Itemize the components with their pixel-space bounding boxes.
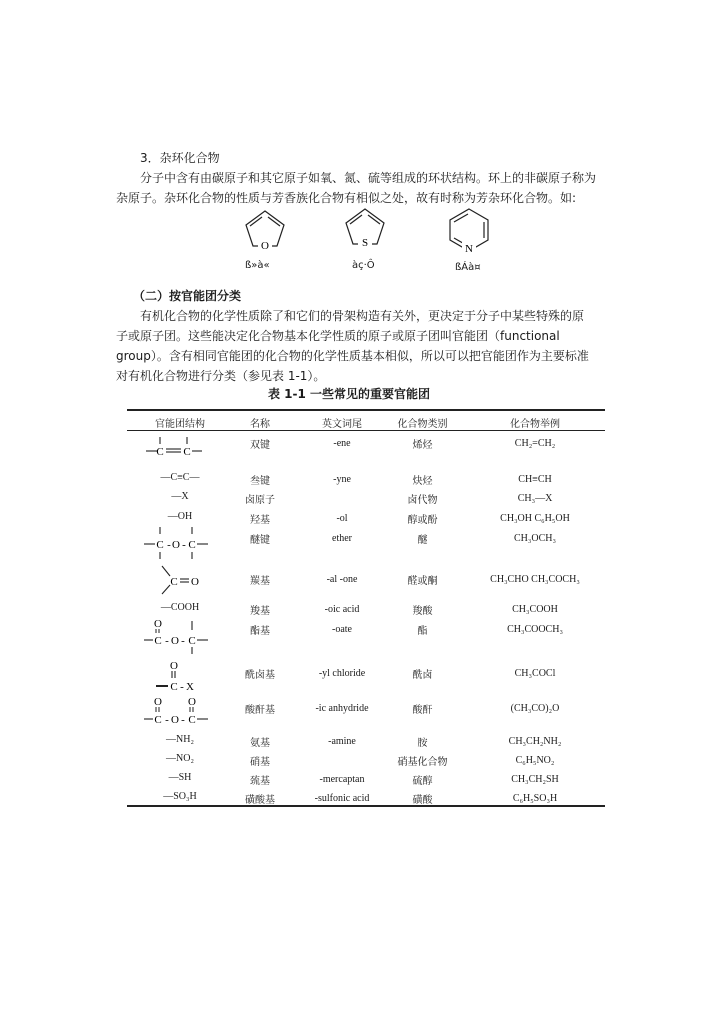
table-bottom-rule [127,805,605,807]
row-class: 烯烃 [412,440,433,451]
intro-line-2: 杂原子。杂环化合物的性质与芳香族化合物有相似之处，故有时称为芳杂环化合物。如: [116,191,577,205]
row-example: CH₃CHO CH₃COCH₃ [490,574,580,585]
subheading: （二）按官能团分类 [133,289,242,303]
row-example: CH₃CH₂NH₂ [508,736,562,747]
svg-text:C: C [154,714,162,726]
structure-carbonyl [140,563,220,597]
svg-text:C: C [156,539,164,551]
furan-structure [240,208,290,250]
row-class: 酰卤 [412,670,433,681]
row-suffix: -mercaptan [319,774,365,785]
row-suffix: -ic anhydride [315,703,369,714]
table-caption: 表 1-1 一些常见的重要官能团 [268,387,431,401]
row-class: 胺 [417,738,428,749]
row-name: 巯基 [250,776,270,787]
row-example: CH₃CH₂SH [511,774,559,785]
structure-ester [140,616,220,656]
row-structure: —X [171,491,189,502]
structure-anhydride [140,694,220,730]
thiophene-structure [340,206,390,248]
svg-text:C: C [170,576,178,588]
svg-text:O: O [154,696,162,708]
pyridine-heteroatom: N [465,243,473,254]
row-suffix: -yne [333,474,351,485]
header-example: 化合物举例 [510,419,560,430]
row-example: (CH₃CO)₂O [510,703,560,714]
row-name: 氨基 [250,738,270,749]
row-suffix: -sulfonic acid [314,793,370,804]
row-example: C₆H₅NO₂ [515,755,555,766]
svg-text:O: O [171,635,179,647]
row-example: CH₂=CH₂ [514,438,556,449]
row-example: CH≡CH [518,474,552,485]
row-example: C₆H₅SO₃H [512,793,558,804]
row-name: 羧基 [250,606,270,617]
svg-text:-: - [181,635,185,647]
row-example: CH₃COOCH₃ [507,624,563,635]
row-suffix: -oic acid [324,604,360,615]
body-line-3: group）。含有相同官能团的化合物的化学性质基本相似，所以可以把官能团作为主要标准 [116,349,589,363]
row-structure: —OH [167,511,193,522]
thiophene-heteroatom: S [361,237,369,248]
furan-heteroatom: O [261,240,269,250]
row-class: 硝基化合物 [397,757,448,768]
thiophene-caption: àç·Ô [352,260,375,271]
row-example: CH₃—X [517,493,553,504]
body-line-2: 子或原子团。这些能决定化合物基本化学性质的原子或原子团叫官能团（functional [116,329,560,343]
svg-text:O: O [170,660,178,672]
svg-text:O: O [172,539,180,551]
svg-text:O: O [191,576,199,588]
row-name: 卤原子 [245,495,275,506]
row-name: 酰卤基 [245,670,275,681]
row-name: 叁键 [250,476,270,487]
row-class: 磺酸 [412,795,433,806]
row-class: 羧酸 [412,606,433,617]
svg-text:C: C [188,714,196,726]
header-name: 名称 [250,419,270,430]
svg-text:-: - [181,714,185,726]
row-class: 醚 [417,535,428,546]
structure-acyl-halide [140,658,220,696]
svg-text:-: - [182,539,186,551]
row-structure: —COOH [160,602,200,613]
row-name: 酸酐基 [245,705,275,716]
svg-text:C: C [170,681,178,693]
structure-ether [140,524,220,564]
row-structure: —C≡C— [160,472,200,483]
svg-text:X: X [186,681,194,693]
pyridine-caption: ßÁà¤ [455,262,481,273]
header-structure: 官能团结构 [155,419,205,430]
pyridine-structure [444,206,494,254]
svg-text:-: - [167,539,171,551]
header-class: 化合物类别 [397,419,448,430]
table-header-rule [127,430,605,431]
row-structure: —NO₂ [166,753,194,764]
row-name: 羰基 [250,576,270,587]
row-name: 双键 [250,440,270,451]
row-example: CH₃COCl [514,668,556,679]
row-class: 卤代物 [407,495,438,506]
row-name: 酯基 [250,626,270,637]
svg-text:O: O [188,696,196,708]
svg-text:O: O [154,618,162,630]
row-suffix: ether [332,533,352,544]
svg-text:C: C [188,539,196,551]
row-suffix: -al -one [326,574,358,585]
row-class: 酸酐 [412,705,433,716]
row-example: CH₃COOH [512,604,558,615]
svg-text:C: C [183,446,191,458]
row-suffix: -oate [332,624,352,635]
section-heading: 3．杂环化合物 [140,151,220,165]
svg-text:C: C [188,635,196,647]
svg-text:C: C [156,446,164,458]
row-name: 磺酸基 [245,795,275,806]
row-structure: —NH₂ [166,734,194,745]
svg-text:-: - [165,635,169,647]
row-name: 硝基 [250,757,270,768]
intro-line-1: 分子中含有由碳原子和其它原子如氧、氮、硫等组成的环状结构。环上的非碳原子称为 [140,171,597,185]
structure-double-bond [140,432,220,462]
row-suffix: -yl chloride [318,668,366,679]
row-name: 醚键 [250,535,270,546]
furan-caption: ß»à« [245,260,270,271]
row-class: 炔烃 [412,476,433,487]
body-line-1: 有机化合物的化学性质除了和它们的骨架构造有关外，更决定于分子中某些特殊的原 [140,309,585,323]
row-name: 羟基 [250,515,270,526]
row-suffix: -ene [333,438,351,449]
row-suffix: -ol [336,513,348,524]
row-class: 硫醇 [412,776,433,787]
table-top-rule [127,409,605,411]
row-suffix: -amine [328,736,356,747]
header-suffix: 英文词尾 [322,419,362,430]
row-structure: —SO₃H [163,791,197,802]
row-structure: —SH [168,772,192,783]
svg-text:-: - [180,681,184,693]
svg-text:-: - [165,714,169,726]
row-example: CH₃OCH₃ [514,533,556,544]
row-class: 酯 [417,626,428,637]
svg-text:C: C [154,635,162,647]
row-example: CH₃OH C₆H₅OH [500,513,570,524]
row-class: 醇或酚 [407,515,438,526]
row-class: 醛或酮 [407,576,438,587]
body-line-4: 对有机化合物进行分类（参见表 1-1）。 [116,369,326,383]
svg-text:O: O [171,714,179,726]
